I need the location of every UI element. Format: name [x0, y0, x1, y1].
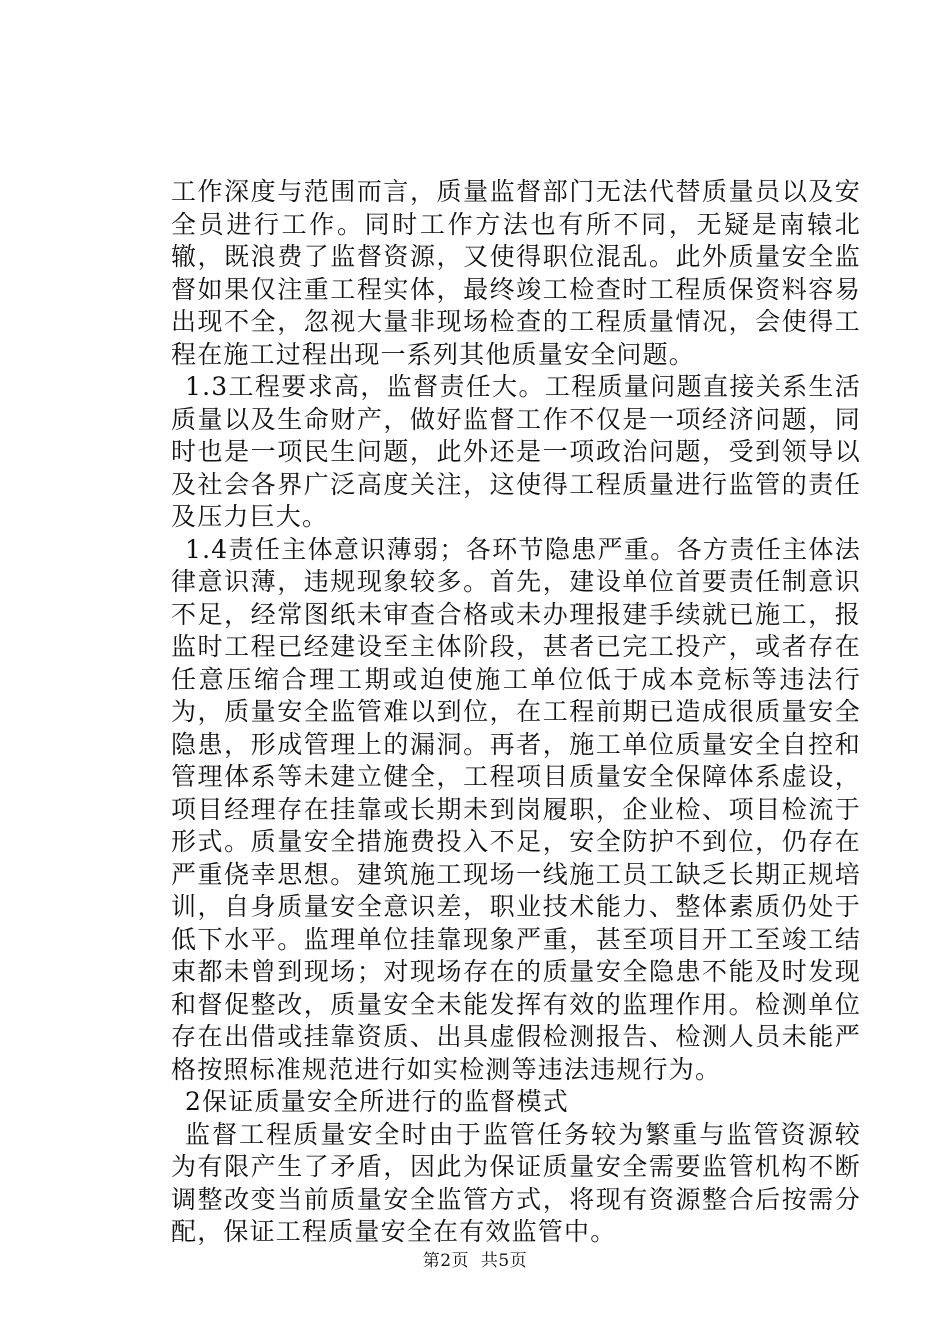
paragraph-section-1-4: 1.4责任主体意识薄弱；各环节隐患严重。各方责任主体法律意识薄，违规现象较多。首先，建设单位首要责任制意识不足，经常图纸未审查合格或未办理报建手续就已施工，报监时工程已经建设至主体阶段，甚者已完工投产，或者存在任意压缩合理工期或迫使施工单位低于成本竞标等违法行为，质量安全监管难以到位，在工程前期已造成很质量安全隐患，形成管理上的漏洞。再者，施工单位质量安全自控和管理体系等未建立健全，工程项目质量安全保障体系虚设，项目经理存在挂靠或长期未到岗履职，企业检、项目检流于形式。质量安全措施费投入不足，安全防护不到位，仍存在严重侥幸思想。建筑施工现场一线施工员工缺乏长期正规培训，自身质量安全意识差，职业技术能力、整体素质仍处于低下水平。监理单位挂靠现象严重，甚至项目开工至竣工结束都未曾到现场；对现场存在的质量安全隐患不能及时发现和督促整改，质量安全未能发挥有效的监理作用。检测单位存在出借或挂靠资质、出具虚假检测报告、检测人员未能严格按照标准规范进行如实检测等违法违规行为。: [171, 534, 861, 1084]
page-footer: [0, 1246, 950, 1271]
page-number: 第2页: [422, 1251, 470, 1271]
page-total: 共5页: [480, 1251, 528, 1271]
paragraph-section-1-3: 1.3工程要求高，监督责任大。工程质量问题直接关系生活质量以及生命财产，做好监督工作不仅是一项经济问题，同时也是一项民生问题，此外还是一项政治问题，受到领导以及社会各界广泛高度关注，这使得工程质量进行监管的责任及压力巨大。: [171, 372, 861, 531]
paragraph-continuation: 工作深度与范围而言，质量监督部门无法代替质量员以及安全员进行工作。同时工作方法也有所不同，无疑是南辕北辙，既浪费了监督资源，又使得职位混乱。此外质量安全监督如果仅注重工程实体，最终竣工检查时工程质保资料容易出现不全，忽视大量非现场检查的工程质量情况，会使得工程在施工过程出现一系列其他质量安全问题。: [171, 177, 861, 369]
section-heading-2: 2保证质量安全所进行的监督模式: [185, 1087, 569, 1116]
document-body: [171, 176, 861, 1249]
paragraph-section-2-body: 监督工程质量安全时由于监管任务较为繁重与监管资源较为有限产生了矛盾，因此为保证质量安全需要监管机构不断调整改变当前质量安全监管方式，将现有资源整合后按需分配，保证工程质量安全在有效监管中。: [171, 1119, 861, 1246]
